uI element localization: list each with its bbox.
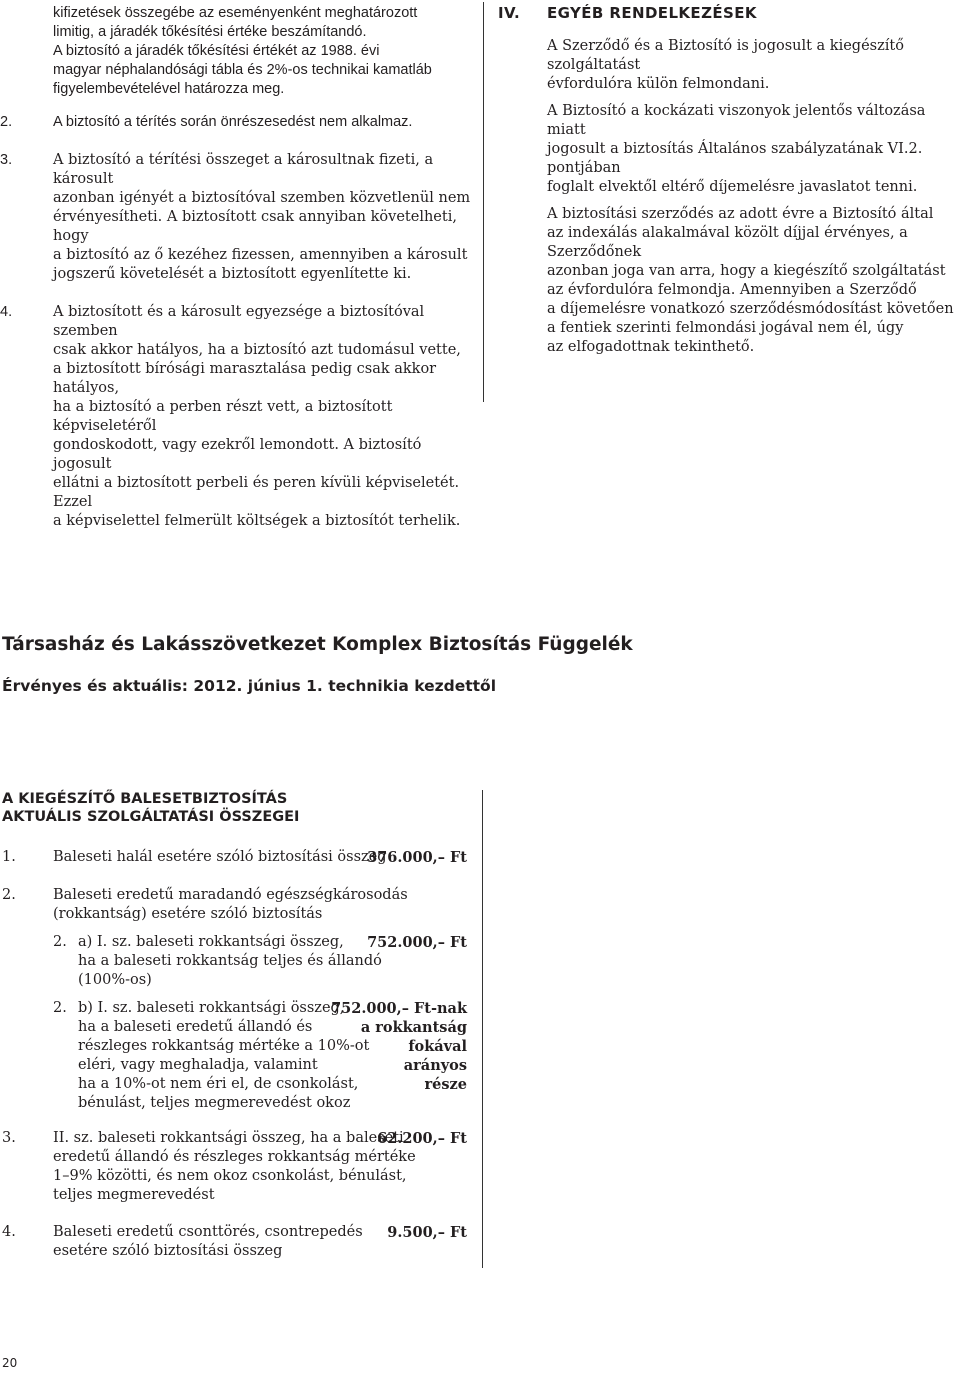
benefit-amount: 376.000,– Ft xyxy=(367,849,467,866)
appendix-title: Társasház és Lakásszövetkezet Komplex Biztosítás Függelék xyxy=(2,634,633,655)
clause-number: 2. xyxy=(0,114,13,130)
column-divider xyxy=(483,2,484,402)
left-column xyxy=(0,4,478,531)
clause-number: 4. xyxy=(0,304,13,320)
benefit-table-heading: A KIEGÉSZÍTŐ BALESETBIZTOSÍTÁS AKTUÁLIS SZOLGÁLTATÁSI ÖSSZEGEI xyxy=(2,791,300,825)
clause-number: 3. xyxy=(0,152,13,168)
benefit-amount: 752.000,– Ft-nak a rokkantság fokával arányos része xyxy=(331,1000,467,1093)
section-heading xyxy=(498,4,960,23)
clause-4: 4. A biztosított és a károsult egyezsége a biztosítóval szemben csak akkor hatályos, ha a biztosító azt tudomásul vette, a biztosított bírósági marasztalása pedig csak akkor hatályos, ha a biztosító a perben részt vett, a biztosított képviseletéről gondoskodott, vagy ezekről lemondott. A biztosító jogosult ellátni a biztosított perbeli és peren kívüli képviseletét. Ezzel a képviselettel felmerült költségek a biztosítót terhelik. xyxy=(0,304,461,529)
paragraph-premium-increase: A Biztosító a kockázati viszonyok jelentős változása miatt jogosult a biztosítás Általános szabályzatának VI.2. pontjában foglalt elvektől eltérő díjemelésre javaslatot tenni. xyxy=(547,103,926,195)
clause-3: 3. A biztosító a térítési összeget a károsultnak fizeti, a károsult azonban igényét a biztosítóval szemben közvetlenül nem érvényesítheti. A biztosított csak annyiban követelheti, hogy a biztosító az ő kezéhez fizessen, amennyiben a károsult jogszerű követelését a biztosított egyenlítette ki. xyxy=(0,152,471,282)
benefit-amount: 9.500,– Ft xyxy=(387,1224,467,1241)
table-divider xyxy=(482,790,483,1268)
benefit-amount: 62.200,– Ft xyxy=(377,1130,467,1147)
intro-paragraph: kifizetések összegébe az eseményenként meghatározott limitig, a járadék tőkésítési értéke beszámítandó. A biztosító a járadék tőkésítési értékét az 1988. évi magyar néphalandósági tábla és 2%-os technikai kamatláb figyelembevételével határozza meg. xyxy=(53,5,432,97)
section-number: IV. xyxy=(498,4,521,22)
benefit-amount: 752.000,– Ft xyxy=(367,934,467,951)
paragraph-termination: A Szerződő és a Biztosító is jogosult a kiegészítő szolgáltatást évfordulóra külön felmondani. xyxy=(547,38,904,92)
clause-2: 2. A biztosító a térítés során önrészesedést nem alkalmaz. xyxy=(0,114,413,130)
right-column xyxy=(498,4,960,357)
validity-subtitle: Érvényes és aktuális: 2012. június 1. technikia kezdettől xyxy=(2,677,497,695)
page-number: 20 xyxy=(2,1356,18,1370)
section-title: EGYÉB RENDELKEZÉSEK xyxy=(547,4,757,22)
paragraph-indexation: A biztosítási szerződés az adott évre a Biztosító által az indexálás alakalmával közölt díjjal érvényes, a Szerződőnek azonban joga van arra, hogy a kiegészítő szolgáltatást az évfordulóra felmondja. Amennyiben a Szerződő a díjemelésre vonatkozó szerződésmódosítást követően a fentiek szerinti felmondási jogával nem él, úgy az elfogadottnak tekinthető. xyxy=(547,206,954,355)
